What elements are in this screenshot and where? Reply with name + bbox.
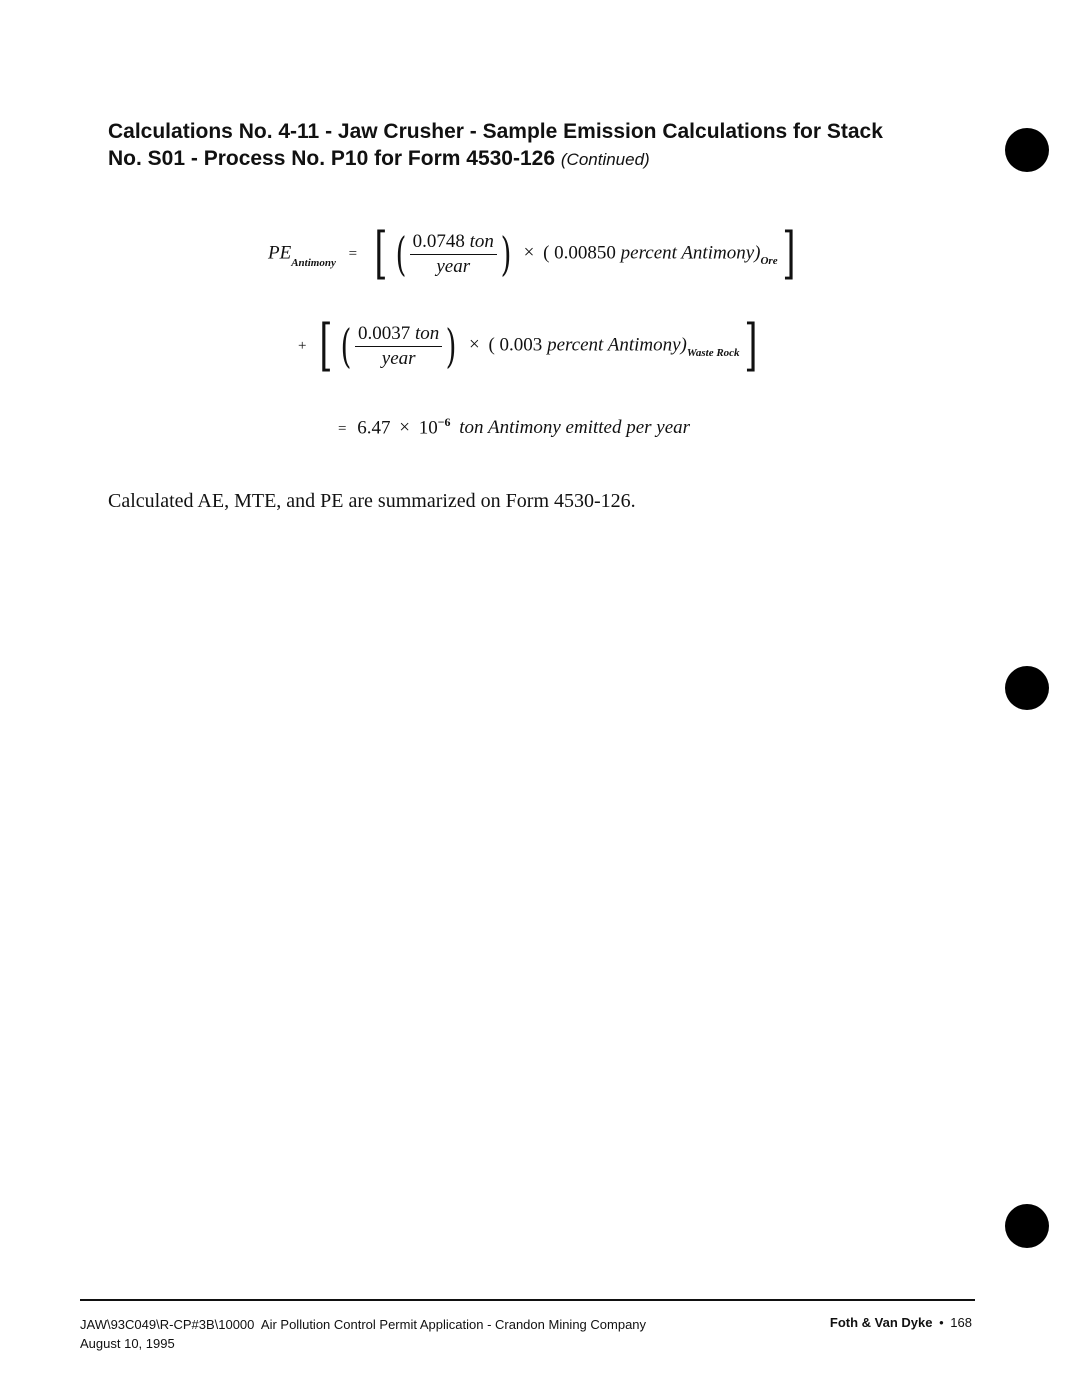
footer-left-line-1: [80, 1317, 646, 1332]
left-paren: (: [395, 227, 407, 281]
fraction-ore: [410, 230, 497, 279]
waste-percent-text: percent Antimony): [547, 334, 687, 356]
result-value: 6.47: [357, 417, 391, 439]
result-equals: =: [338, 421, 347, 438]
fraction-ore-unit: ton: [469, 230, 494, 252]
right-bracket: ]: [781, 221, 796, 286]
pe-symbol: PE: [268, 242, 292, 264]
left-bracket-2: [: [319, 313, 333, 378]
fraction-waste-denominator: year: [381, 347, 416, 369]
heading-line-2: [108, 145, 908, 173]
fraction-ore-denominator: year: [436, 255, 471, 277]
heading-line-1: Calculations No. 4-11 - Jaw Crusher - Sample Emission Calculations for Stack: [108, 120, 883, 143]
result-base: 10: [418, 417, 438, 439]
summary-text: Calculated AE, MTE, and PE are summarized on Form 4530-126.: [108, 490, 636, 512]
footer-page-number: 168: [950, 1315, 972, 1330]
waste-subscript: Waste Rock: [686, 347, 740, 360]
plus-sign: +: [298, 338, 307, 355]
equation-line-1: [268, 221, 799, 286]
equals-sign: =: [348, 246, 358, 263]
ore-percent-text: percent Antimony): [620, 242, 761, 264]
right-bracket-2: ]: [743, 313, 758, 378]
equation-line-2: [298, 313, 761, 378]
result-exponent: −6: [437, 415, 451, 429]
footer-right: [830, 1315, 972, 1330]
binder-hole-bottom: [1005, 1204, 1049, 1248]
fraction-waste-unit: ton: [415, 322, 440, 344]
left-paren-2: (: [340, 319, 352, 373]
times-sign: ×: [523, 242, 535, 264]
times-sign-2: ×: [469, 334, 480, 356]
binder-hole-middle: [1005, 666, 1049, 710]
binder-hole-top: [1005, 128, 1049, 172]
heading-continued: (Continued): [560, 150, 650, 169]
footer-title: Air Pollution Control Permit Application - Crandon Mining Company: [260, 1317, 647, 1332]
footer-bullet: •: [939, 1315, 944, 1330]
fraction-ore-numerator: 0.0748: [412, 230, 465, 252]
result-times: ×: [399, 417, 410, 439]
footer-date: August 10, 1995: [80, 1336, 175, 1351]
heading-line-2-text: No. S01 - Process No. P10 for Form 4530-126: [108, 147, 556, 170]
result-text: ton Antimony emitted per year: [459, 417, 691, 439]
waste-percent-value: ( 0.003: [488, 334, 543, 356]
ore-percent-value: ( 0.00850: [543, 242, 616, 264]
fraction-waste-numerator: 0.0037: [358, 322, 411, 344]
footer-rule: [80, 1299, 975, 1301]
fraction-waste: [355, 322, 442, 371]
left-bracket: [: [374, 221, 388, 286]
equation-result: [338, 415, 690, 439]
footer-company: Foth & Van Dyke: [829, 1315, 933, 1330]
ore-subscript: Ore: [760, 255, 778, 268]
footer-path: JAW\93C049\R-CP#3B\10000: [80, 1317, 255, 1332]
page-heading: [108, 118, 908, 173]
pe-subscript: Antimony: [291, 257, 336, 270]
right-paren: ): [500, 227, 512, 281]
right-paren-2: ): [445, 319, 457, 373]
